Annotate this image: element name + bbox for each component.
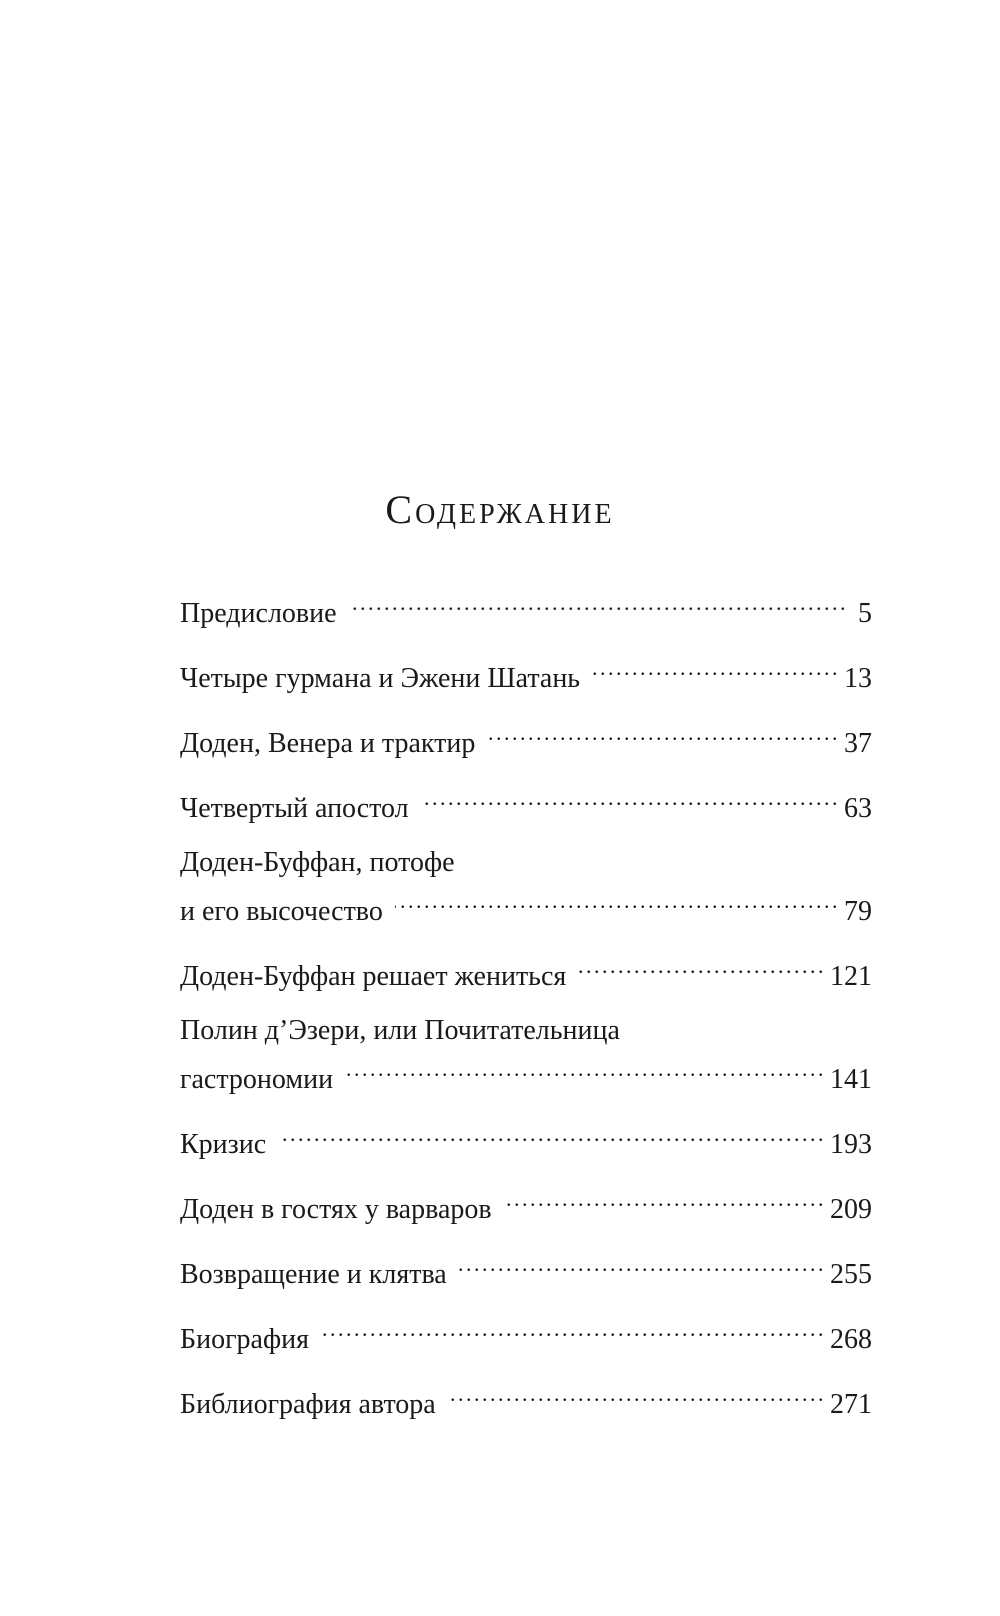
toc-dot-leader bbox=[448, 1375, 822, 1413]
toc-page-number: 209 bbox=[830, 1194, 872, 1225]
toc-entry-title: Предисловие bbox=[180, 598, 337, 629]
table-of-contents bbox=[180, 584, 872, 1440]
toc-entry bbox=[180, 844, 872, 931]
toc-entry-row bbox=[180, 1245, 872, 1294]
toc-entry-title: гастрономии bbox=[180, 1064, 334, 1095]
toc-entry-row bbox=[180, 1180, 872, 1229]
toc-entry bbox=[180, 779, 872, 828]
toc-entry-title-line: Доден-Буффан, потофе bbox=[180, 847, 455, 878]
toc-entry-row bbox=[180, 882, 872, 931]
toc-entry bbox=[180, 1375, 872, 1424]
toc-entry-title: Четвертый апостол bbox=[180, 793, 409, 824]
toc-entry-title: Доден в гостях у варваров bbox=[180, 1194, 492, 1225]
toc-entry-row bbox=[180, 1375, 872, 1424]
toc-page-number: 141 bbox=[830, 1064, 872, 1095]
toc-entry-row bbox=[180, 1310, 872, 1359]
toc-dot-leader bbox=[345, 1050, 822, 1088]
toc-page-number: 271 bbox=[830, 1389, 872, 1420]
toc-entry-row bbox=[180, 714, 872, 763]
toc-dot-leader bbox=[395, 882, 836, 920]
toc-entry bbox=[180, 714, 872, 763]
toc-dot-leader bbox=[278, 1115, 822, 1153]
toc-entry-row bbox=[180, 947, 872, 996]
toc-page-number: 5 bbox=[858, 598, 872, 629]
toc-page-number: 63 bbox=[844, 793, 872, 824]
toc-entry bbox=[180, 649, 872, 698]
toc-dot-leader bbox=[578, 947, 822, 985]
toc-dot-leader bbox=[459, 1245, 822, 1283]
toc-entry-title: Возвращение и клятва bbox=[180, 1259, 447, 1290]
toc-entry bbox=[180, 1115, 872, 1164]
toc-entry-title: Доден, Венера и трактир bbox=[180, 728, 476, 759]
toc-entry-title: Кризис bbox=[180, 1129, 267, 1160]
toc-entry-title-line: Полин д’Эзери, или Почитательница bbox=[180, 1015, 620, 1046]
toc-entry-row bbox=[180, 1050, 872, 1099]
toc-page-number: 255 bbox=[830, 1259, 872, 1290]
toc-entry-title: Биография bbox=[180, 1324, 309, 1355]
toc-page-number: 121 bbox=[830, 961, 872, 992]
toc-page-number: 13 bbox=[844, 663, 872, 694]
toc-entry-row bbox=[180, 649, 872, 698]
toc-page-number: 79 bbox=[844, 896, 872, 927]
toc-page-number: 268 bbox=[830, 1324, 872, 1355]
toc-dot-leader bbox=[504, 1180, 822, 1218]
toc-entry bbox=[180, 1245, 872, 1294]
toc-dot-leader bbox=[421, 779, 836, 817]
toc-dot-leader bbox=[592, 649, 836, 687]
toc-entry-title: и его высочество bbox=[180, 896, 383, 927]
toc-entry-title: Доден-Буффан решает жениться bbox=[180, 961, 567, 992]
toc-entry-row bbox=[180, 779, 872, 828]
toc-entry-row bbox=[180, 1115, 872, 1164]
toc-dot-leader bbox=[487, 714, 836, 752]
toc-entry-title: Четыре гурмана и Эжени Шатань bbox=[180, 663, 581, 694]
toc-entry bbox=[180, 947, 872, 996]
toc-entry bbox=[180, 584, 872, 633]
page-title: Содержание bbox=[385, 487, 615, 532]
toc-entry bbox=[180, 1012, 872, 1099]
toc-page-number: 193 bbox=[830, 1129, 872, 1160]
toc-dot-leader bbox=[349, 584, 844, 622]
toc-entry bbox=[180, 1310, 872, 1359]
toc-entry-row bbox=[180, 584, 872, 633]
toc-dot-leader bbox=[321, 1310, 822, 1348]
toc-entry bbox=[180, 1180, 872, 1229]
toc-entry-title: Библиография автора bbox=[180, 1389, 436, 1420]
toc-page-number: 37 bbox=[844, 728, 872, 759]
